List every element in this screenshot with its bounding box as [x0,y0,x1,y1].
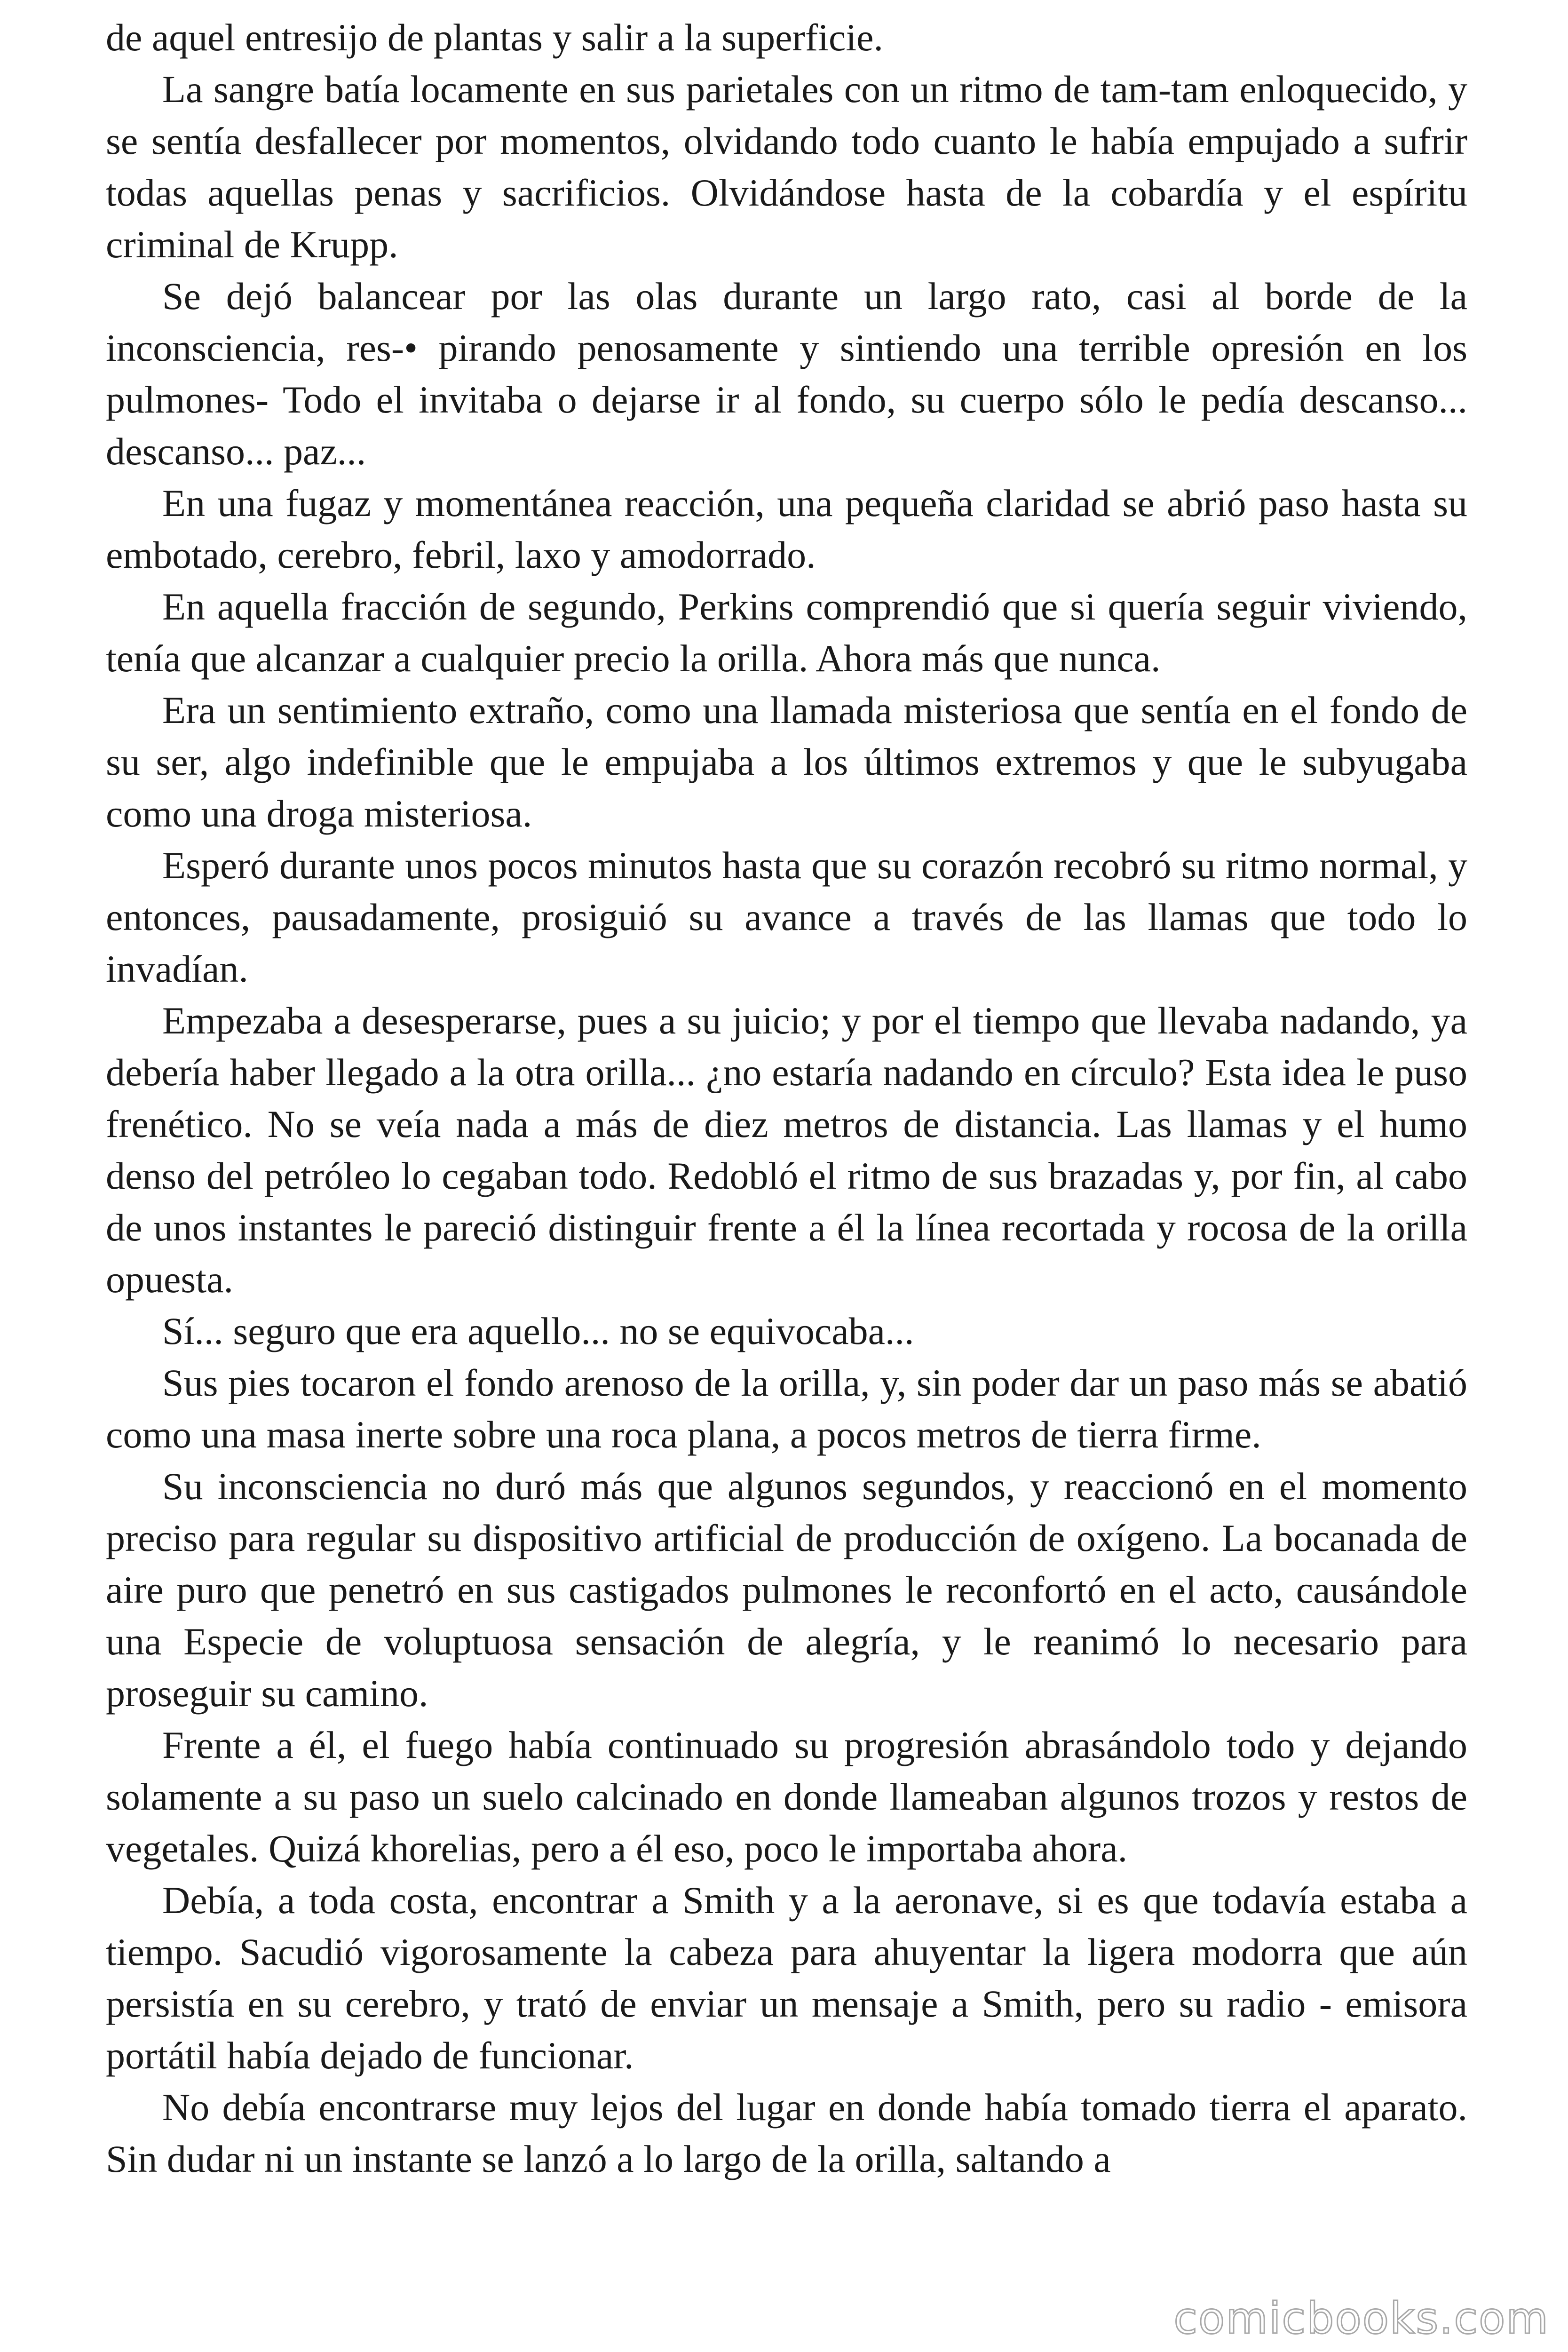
paragraph-14: No debía encontrarse muy lejos del lugar en donde había tomado tierra el aparato. Sin dudar ni un instante se lanzó a lo largo de la orilla, saltando a [106,2086,1467,2180]
paragraph-1: de aquel entresijo de plantas y salir a la superficie. [106,16,884,59]
paragraph-13: Debía, a toda costa, encontrar a Smith y a la aeronave, si es que todavía estaba a tiempo. Sacudió vigorosamente la cabeza para ahuyentar la ligera modorra que aún persistía en su cerebro, y trató de enviar un mensaje a Smith, pero su radio - emisora portátil había dejado de funcionar. [106,1879,1467,2077]
paragraph-11: Su inconsciencia no duró más que algunos segundos, y reaccionó en el momento preciso para regular su dispositivo artificial de producción de oxígeno. La bocanada de aire puro que penetró en sus castigados pulmones le reconfortó en el acto, causándole una Especie de voluptuosa sensación de alegría, y le reanimó lo necesario para proseguir su camino. [106,1465,1467,1715]
paragraph-5: En aquella fracción de segundo, Perkins comprendió que si quería seguir viviendo, tenía que alcanzar a cualquier precio la orilla. Ahora más que nunca. [106,585,1467,680]
paragraph-10: Sus pies tocaron el fondo arenoso de la orilla, y, sin poder dar un paso más se abatió como una masa inerte sobre una roca plana, a pocos metros de tierra firme. [106,1361,1467,1456]
paragraph-8: Empezaba a desesperarse, pues a su juicio; y por el tiempo que llevaba nadando, ya debería haber llegado a la otra orilla... ¿no estaría nadando en círculo? Esta idea le puso frenético. No se veía nada a más de diez metros de distancia. Las llamas y el humo denso del petróleo lo cegaban todo. Redobló el ritmo de sus brazadas y, por fin, al cabo de unos instantes le pareció distinguir frente a él la línea recortada y rocosa de la orilla opuesta. [106,999,1467,1301]
paragraph-12: Frente a él, el fuego había continuado su progresión abrasándolo todo y dejando solamente a su paso un suelo calcinado en donde llameaban algunos trozos y restos de vegetales. Quizá khorelias, pero a él eso, poco le importaba ahora. [106,1724,1467,1870]
paragraph-3: Se dejó balancear por las olas durante un largo rato, casi al borde de la inconsciencia, res-• pirando penosamente y sintiendo una terrible opresión en los pulmones- Todo el invitaba o dejarse ir al fondo, su cuerpo sólo le pedía descanso... descanso... paz... [106,275,1467,473]
paragraph-9: Sí... seguro que era aquello... no se equivocaba... [162,1310,914,1352]
page-body [106,12,1467,2185]
paragraph-2: La sangre batía locamente en sus parietales con un ritmo de tam-tam enloquecido, y se sentía desfallecer por momentos, olvidando todo cuanto le había empujado a sufrir todas aquellas penas y sacrificios. Olvidándose hasta de la cobardía y el espíritu criminal de Krupp. [106,68,1467,266]
paragraph-6: Era un sentimiento extraño, como una llamada misteriosa que sentía en el fondo de su ser, algo indefinible que le empujaba a los últimos extremos y que le subyugaba como una droga misteriosa. [106,689,1467,835]
paragraph-4: En una fugaz y momentánea reacción, una pequeña claridad se abrió paso hasta su embotado, cerebro, febril, laxo y amodorrado. [106,482,1467,576]
watermark: comicbooks.com [1173,2293,1549,2344]
paragraph-7: Esperó durante unos pocos minutos hasta que su corazón recobró su ritmo normal, y entonces, pausadamente, prosiguió su avance a través de las llamas que todo lo invadían. [106,844,1467,990]
